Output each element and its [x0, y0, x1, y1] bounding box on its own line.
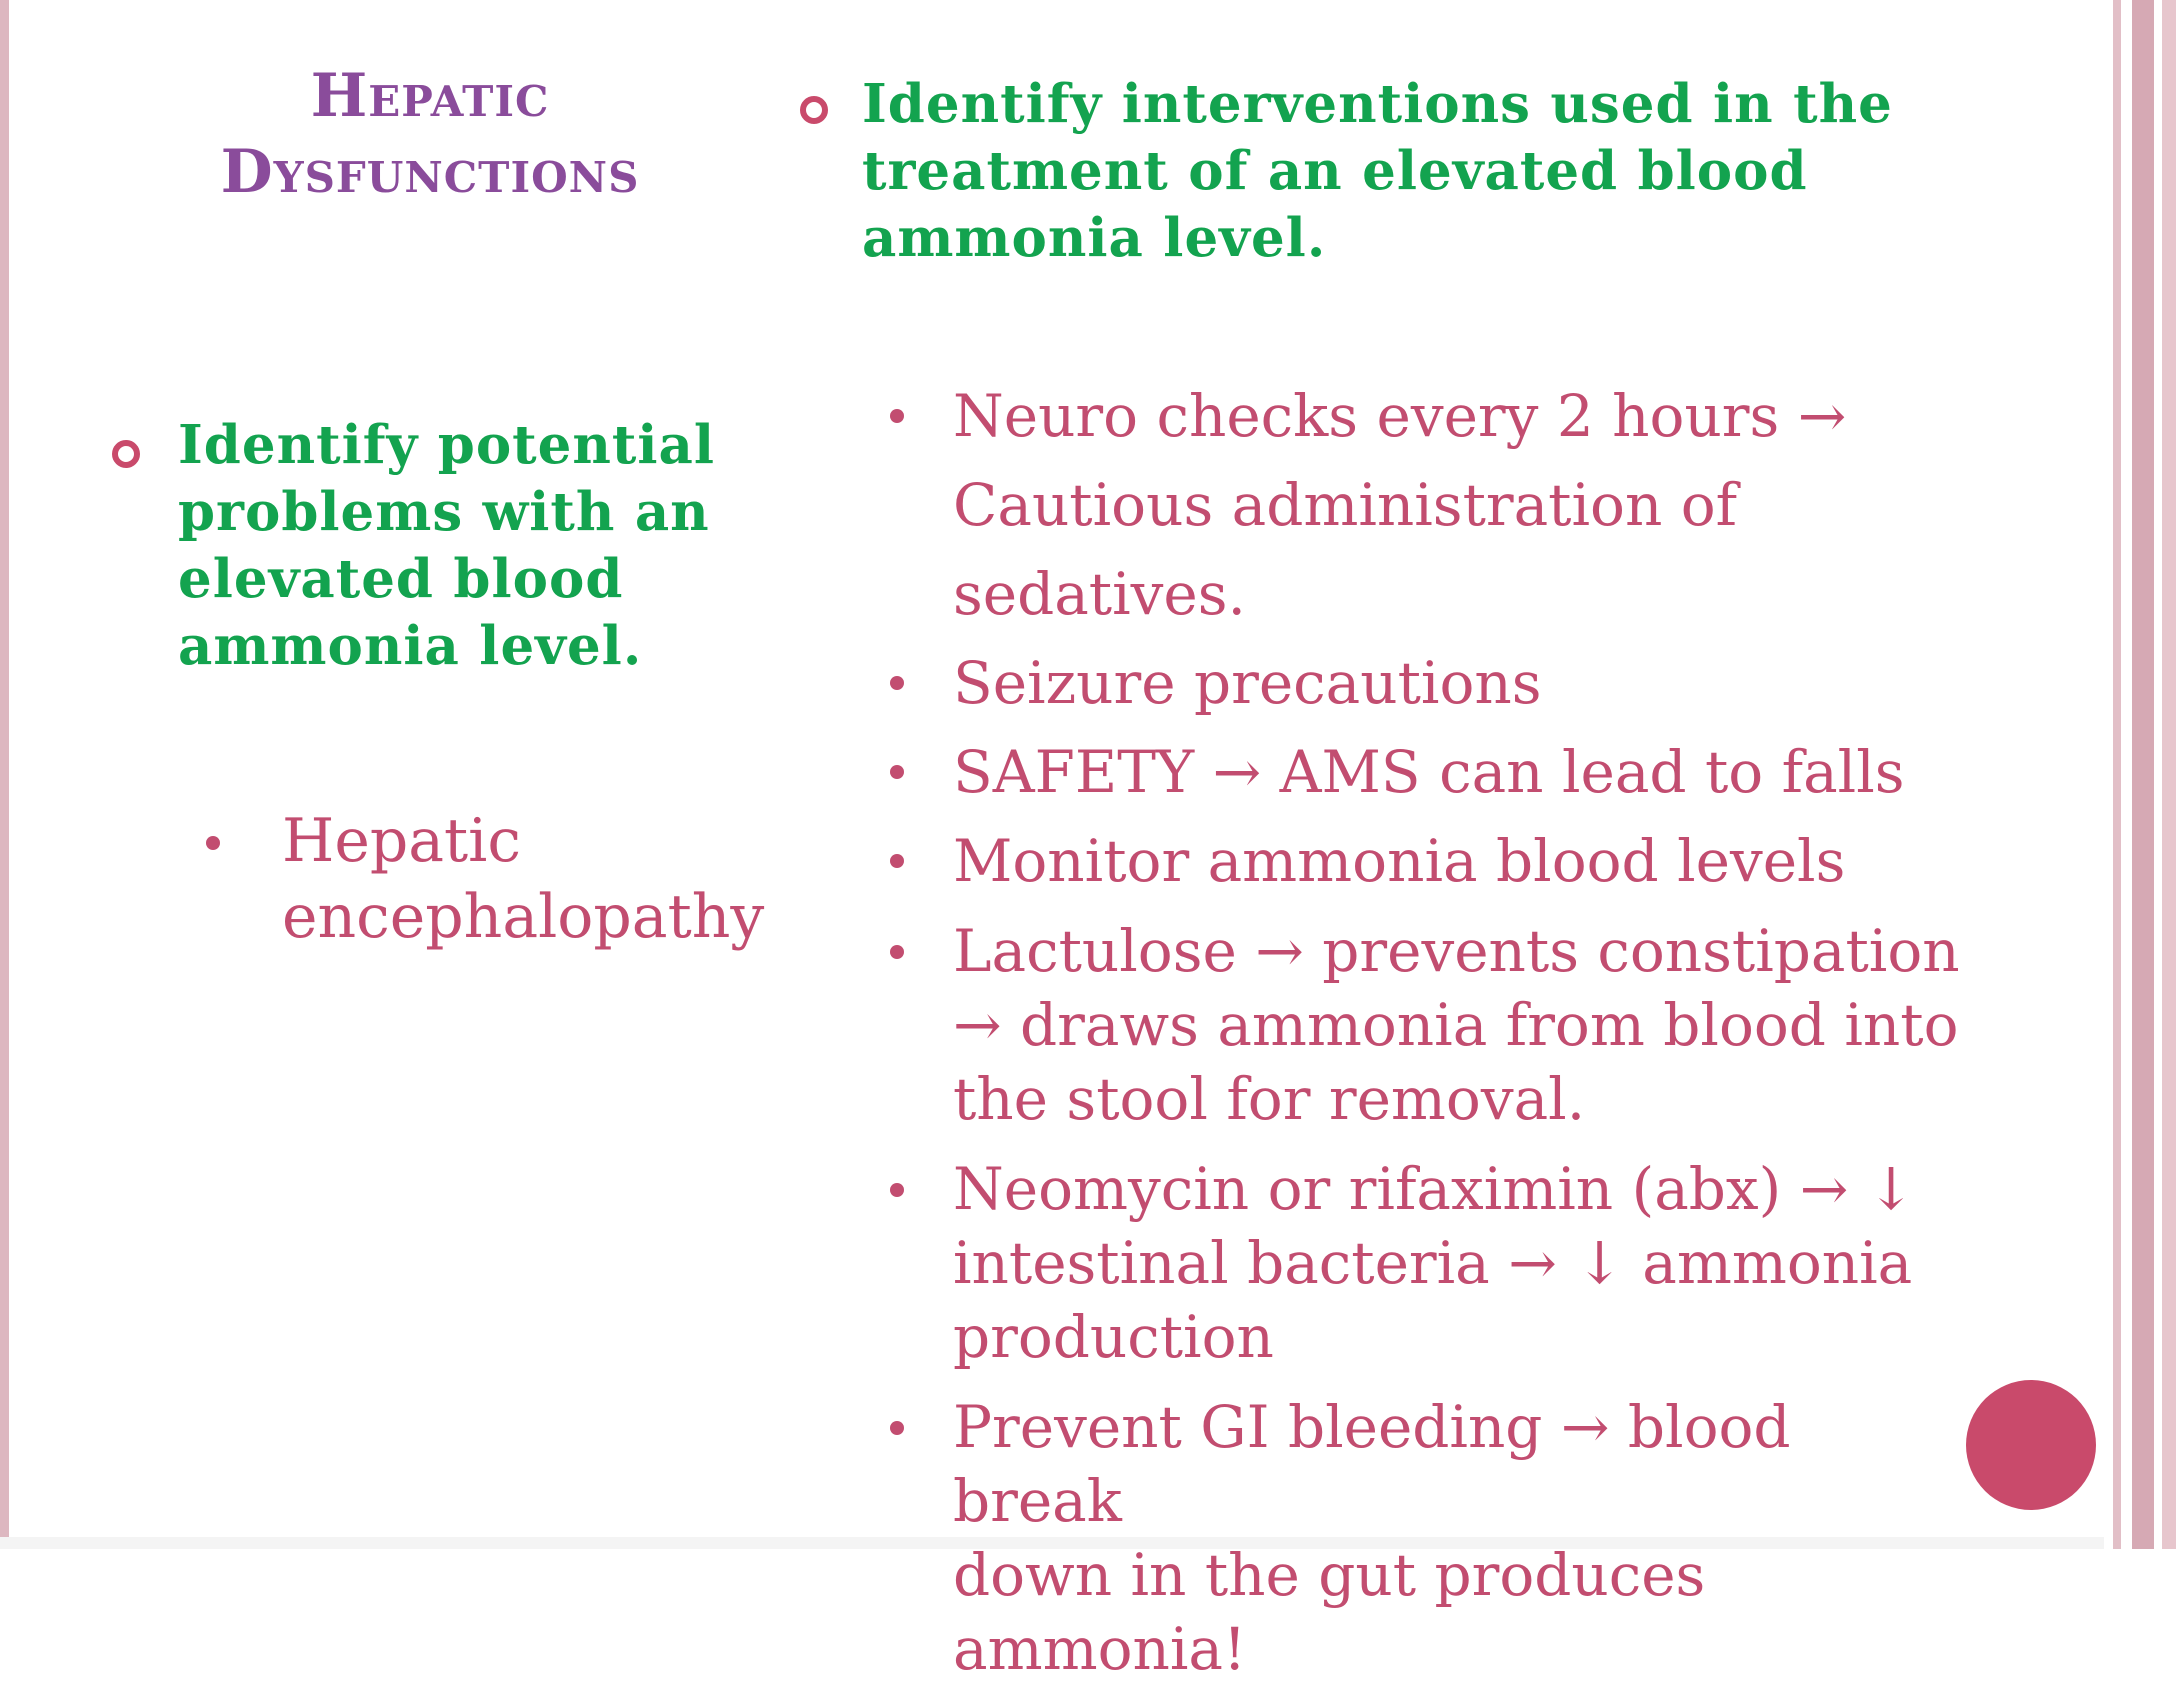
intervention-line: Lactulose → prevents constipation: [953, 917, 1960, 985]
border-stripe: [2113, 0, 2121, 1549]
intervention-item: [875, 372, 1975, 639]
intervention-line: Neuro checks every 2 hours →: [953, 382, 1847, 450]
circle-bullet-icon: [800, 96, 828, 124]
border-stripe: [2132, 0, 2154, 1549]
objective-line: Identify interventions used in the: [862, 73, 1893, 135]
objective-problems: [178, 412, 715, 680]
intervention-line: Prevent GI bleeding → blood break: [953, 1393, 1791, 1535]
slide-right-border: [2104, 0, 2184, 1549]
title-line: Dysfunctions: [220, 137, 640, 207]
circle-bullet-icon: [112, 440, 140, 468]
intervention-line: Neomycin or rifaximin (abx) → ↓: [953, 1155, 1916, 1223]
intervention-line: the stool for removal.: [953, 1065, 1586, 1133]
slide-decoration-circle: [1966, 1380, 2096, 1510]
problem-line: encephalopathy: [282, 882, 765, 952]
title-line: Hepatic: [310, 61, 550, 131]
bullet-dot-icon: [890, 676, 904, 690]
intervention-line: Seizure precautions: [953, 649, 1542, 717]
intervention-line: production: [953, 1303, 1274, 1371]
intervention-line: Monitor ammonia blood levels: [953, 827, 1846, 895]
intervention-line: Cautious administration of: [953, 471, 1738, 539]
intervention-item: [875, 1390, 1975, 1686]
objective-line: treatment of an elevated blood: [862, 140, 1808, 202]
intervention-item: [875, 914, 1975, 1136]
interventions-list: [875, 372, 1975, 1686]
intervention-line: intestinal bacteria → ↓ ammonia: [953, 1229, 1913, 1297]
bullet-dot-icon: [890, 854, 904, 868]
slide-left-edge: [0, 0, 9, 1549]
objective-interventions: [862, 71, 1893, 272]
slide-title: [140, 58, 720, 210]
problem-line: Hepatic: [282, 806, 521, 876]
intervention-item: [875, 817, 1975, 906]
problem-item-hepatic-encephalopathy: [282, 803, 764, 955]
bullet-dot-icon: [890, 945, 904, 959]
intervention-line: → draws ammonia from blood into: [953, 991, 1959, 1059]
intervention-line: sedatives.: [953, 560, 1246, 628]
bullet-dot-icon: [890, 1183, 904, 1197]
bullet-dot-icon: [206, 836, 220, 850]
intervention-item: [875, 639, 1975, 728]
intervention-item: [875, 728, 1975, 817]
objective-line: ammonia level.: [178, 615, 643, 677]
bullet-dot-icon: [890, 409, 904, 423]
bullet-dot-icon: [890, 765, 904, 779]
objective-line: Identify potential: [178, 414, 716, 476]
objective-line: ammonia level.: [862, 207, 1327, 269]
border-stripe: [2162, 0, 2176, 1549]
objective-line: elevated blood: [178, 548, 624, 610]
intervention-item: [875, 1152, 1975, 1374]
intervention-line: SAFETY → AMS can lead to falls: [953, 738, 1905, 806]
bullet-dot-icon: [890, 1421, 904, 1435]
intervention-line: down in the gut produces ammonia!: [953, 1541, 1706, 1683]
objective-line: problems with an: [178, 481, 710, 543]
